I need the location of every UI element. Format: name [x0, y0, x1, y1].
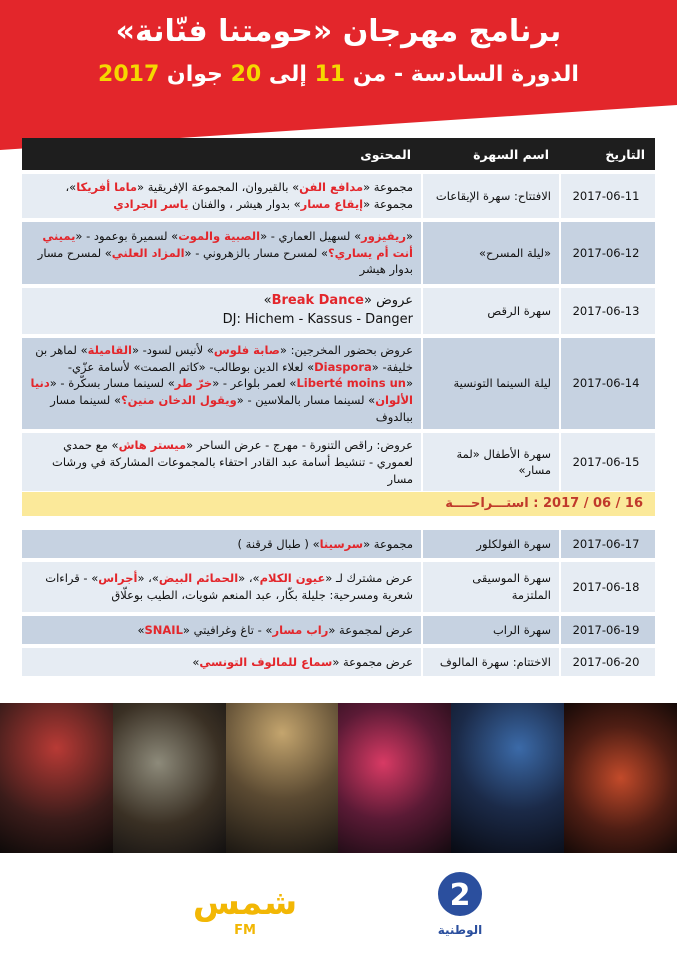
row-name: سهرة الفولكلور — [421, 530, 559, 558]
row-date: 2017-06-19 — [559, 616, 655, 644]
row-content — [22, 433, 421, 491]
content-highlight: SNAIL — [144, 622, 183, 637]
content-text: » لعمر بلواعر - « — [212, 376, 297, 391]
row-content — [22, 338, 421, 429]
content-highlight: Diaspora — [314, 359, 372, 374]
content-highlight: ويقول الدخان منين؟ — [120, 393, 237, 408]
content-highlight: سرسينا — [319, 536, 364, 551]
photo-crowd — [226, 703, 339, 853]
row-date: 2017-06-15 — [559, 433, 655, 491]
page-title: برنامج مهرجان «حومتنا فنّانة» — [115, 14, 562, 49]
row-content — [22, 174, 421, 218]
content-text: » لأنيس لسود- « — [131, 343, 214, 357]
content-highlight: ميستر هاش — [118, 438, 187, 453]
content-text: عرض مجموعة « — [332, 654, 413, 669]
photo-stage-performance — [113, 703, 226, 853]
festival-photo-strip — [0, 703, 677, 853]
table-row — [22, 530, 655, 558]
content-text: » — [192, 654, 200, 669]
table-row — [22, 222, 655, 284]
shems-logo-text: شمس — [192, 883, 298, 923]
content-text: » — [137, 622, 145, 637]
content-text: عروض: راقص التنورة - مهرج - عرض الساحر « — [186, 438, 413, 453]
table-row — [22, 433, 655, 491]
content-highlight: راب مسار — [272, 622, 329, 637]
subtitle-from-day: 11 — [314, 62, 346, 87]
content-highlight: الحمائم البيض — [158, 571, 239, 586]
content-text: »، مجموعة « — [65, 180, 413, 211]
rest-day-banner: 16 / 06 / 2017 : استـــراحــــة — [22, 492, 655, 516]
content-highlight: المزاد العلني — [111, 245, 185, 260]
row-content — [22, 616, 421, 644]
content-text: عرض لمجموعة « — [328, 622, 413, 637]
subtitle-year: 2017 — [98, 62, 160, 87]
content-text: »، « — [238, 571, 260, 586]
content-highlight: القاميلة — [87, 343, 132, 357]
subtitle-text: جوان — [159, 62, 231, 87]
content-highlight: ريفيزور — [361, 228, 406, 243]
content-highlight: Liberté moins un — [296, 376, 406, 391]
content-text: مجموعة « — [363, 180, 413, 195]
content-text: » لسينما مسار ببالدوف — [50, 393, 413, 424]
content-text: » لماهر بن خليفة- « — [35, 343, 413, 374]
content-highlight: إيقاع مسار — [300, 197, 364, 211]
content-text: مجموعة « — [363, 536, 413, 551]
content-text: »، « — [137, 571, 159, 586]
content-text: » بدوار هيشر ، والفنان — [188, 197, 301, 211]
watania-label: الوطنية — [437, 923, 483, 937]
content-text: « — [405, 228, 413, 243]
table-row — [22, 338, 655, 429]
table-row — [22, 288, 655, 334]
content-highlight: ياسر الجرادي — [113, 197, 189, 211]
photo-rhythm-show — [0, 703, 113, 853]
content-text: » لمسرح مسار بدوار هيشر — [37, 245, 413, 277]
content-dj-line: DJ: Hichem - Kassus - Danger — [222, 312, 413, 327]
row-content — [22, 288, 421, 334]
header-date: التاريخ — [559, 138, 655, 170]
table-header-row — [22, 138, 655, 170]
content-text: » ( طبال قرقنة ) — [237, 536, 320, 551]
row-name: الافتتاح: سهرة الإيقاعات — [421, 174, 559, 218]
content-highlight: يميني أنت أم يساري؟ — [42, 228, 413, 260]
table-row — [22, 562, 655, 612]
shems-fm-text: FM — [234, 923, 256, 938]
row-content — [22, 222, 421, 284]
content-highlight: الصبية والموت — [178, 228, 261, 243]
program-table — [22, 134, 655, 495]
row-name: سهرة الموسيقى الملتزمة — [421, 562, 559, 612]
subtitle-to-day: 20 — [230, 62, 262, 87]
header-content: المحتوى — [22, 138, 421, 170]
content-text: عروض بحضور المخرجين: « — [279, 343, 413, 357]
photo-fireworks-crowd — [338, 703, 451, 853]
row-name: سهرة الأطفال «لمة مسار» — [421, 433, 559, 491]
content-highlight: Break Dance — [271, 293, 364, 309]
shems-fm-logo — [190, 876, 300, 938]
table-row — [22, 174, 655, 218]
content-text: » لسهيل العماري - « — [260, 228, 362, 243]
content-text: » - تاغ وغرافيتي « — [182, 622, 273, 637]
content-text: » لسينما مسار بالملاسين - « — [236, 393, 376, 408]
photo-music-band — [564, 703, 677, 853]
content-text: » لسينما مسار بسكّرة - « — [49, 376, 175, 391]
content-highlight: دنيا الألوان — [30, 376, 413, 408]
watania-number: 2 — [449, 878, 471, 913]
row-content — [22, 648, 421, 676]
row-name: «ليلة المسرح» — [421, 222, 559, 284]
photo-rap-concert — [451, 703, 564, 853]
row-name: سهرة الراب — [421, 616, 559, 644]
content-text: عروض « — [363, 293, 413, 309]
row-date: 2017-06-14 — [559, 338, 655, 429]
row-name: سهرة الرقص — [421, 288, 559, 334]
row-content — [22, 530, 421, 558]
content-highlight: مدافع الفن — [299, 180, 364, 195]
content-highlight: أجراس — [98, 571, 138, 586]
content-highlight: خرّ طر — [174, 376, 213, 391]
content-text: » - قراءات شعرية ومسرحية: جليلة بكّار، عبد المنعم شويات، الطيب بوعلّاق — [45, 571, 413, 602]
watania2-logo — [430, 868, 490, 940]
content-text: » لعلاء الدين بوطالب- «كاتم الصمت» لأسامة عزّي- « — [67, 359, 413, 391]
row-date: 2017-06-20 — [559, 648, 655, 676]
row-name: الاختتام: سهرة المالوف — [421, 648, 559, 676]
row-date: 2017-06-13 — [559, 288, 655, 334]
header-name: اسم السهرة — [421, 138, 559, 170]
content-highlight: صابة فلوس — [213, 343, 280, 357]
content-highlight: ماما أفريكا — [76, 180, 138, 195]
row-content — [22, 562, 421, 612]
content-text: » لمسرح مسار بالزهروني - « — [184, 245, 329, 260]
content-text: » مع حمدي لعموري - تنشيط أسامة عبد القادر احتفاء بالمجموعات المشاركة في ورشات مسار — [52, 438, 413, 486]
row-date: 2017-06-11 — [559, 174, 655, 218]
table-row — [22, 616, 655, 644]
content-text: » لسميرة بوعمود - « — [75, 228, 179, 243]
row-name: ليلة السينما التونسية — [421, 338, 559, 429]
page-subtitle — [0, 62, 677, 87]
subtitle-text: الدورة السادسة - من — [345, 62, 579, 87]
subtitle-text: إلى — [261, 62, 315, 87]
table-row — [22, 648, 655, 676]
content-highlight: سماع للمالوف التونسي — [199, 654, 333, 669]
content-text: » بالقيروان، المجموعة الإفريقية « — [137, 180, 300, 195]
content-text: عرض مشترك لـ « — [325, 571, 413, 586]
row-date: 2017-06-18 — [559, 562, 655, 612]
row-date: 2017-06-17 — [559, 530, 655, 558]
row-date: 2017-06-12 — [559, 222, 655, 284]
content-highlight: عيون الكلام — [259, 571, 326, 586]
content-text: » — [263, 293, 272, 309]
program-table-2 — [22, 526, 655, 680]
